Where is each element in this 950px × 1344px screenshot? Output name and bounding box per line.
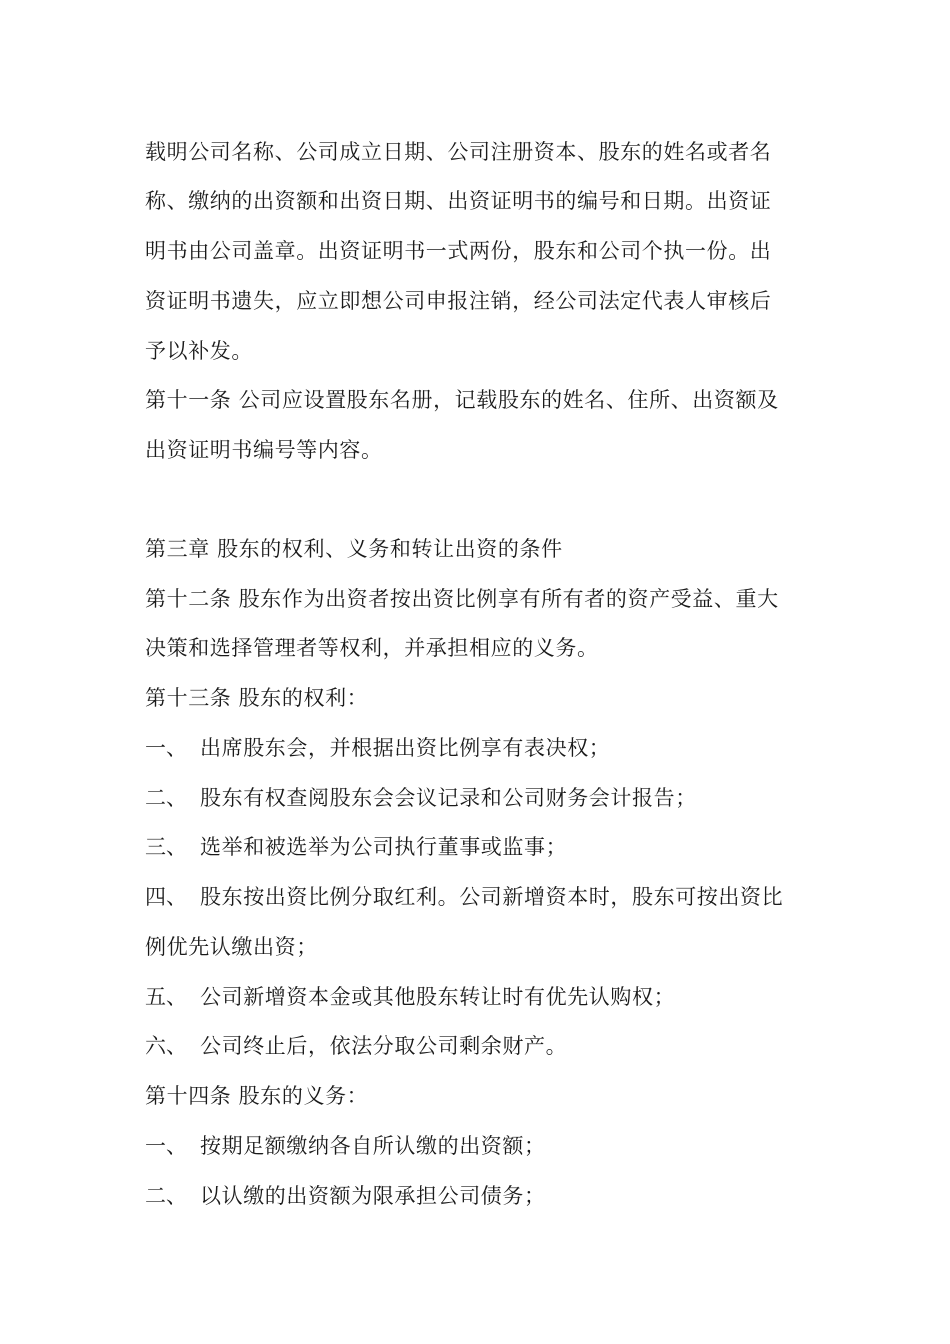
article-13-heading: 第十三条 股东的权利： (145, 686, 369, 710)
list-item-number: 二、 (145, 1184, 187, 1208)
list-item-number: 四、 (145, 885, 187, 909)
list-item-number: 五、 (145, 985, 187, 1009)
list-item-number: 六、 (145, 1034, 187, 1058)
list-item-number: 一、 (145, 736, 187, 760)
list-item-text: 公司新增资本金或其他股东转让时有优先认购权； (200, 985, 676, 1009)
list-item (145, 1182, 546, 1210)
list-item-text: 股东按出资比例分取红利。公司新增资本时，股东可按出资比 (200, 885, 784, 909)
list-item (145, 883, 783, 911)
list-item-text: 按期足额缴纳各自所认缴的出资额； (200, 1134, 546, 1158)
list-item-text: 以认缴的出资额为限承担公司债务； (200, 1184, 546, 1208)
list-item (145, 1032, 567, 1060)
list-item-text: 公司终止后，依法分取公司剩余财产。 (200, 1034, 568, 1058)
list-item-number: 一、 (145, 1134, 187, 1158)
list-item-number: 二、 (145, 786, 187, 810)
chapter-title: 第三章 股东的权利、义务和转让出资的条件 (145, 537, 563, 561)
list-item (145, 1132, 546, 1160)
list-item (145, 784, 697, 812)
list-item-text: 选举和被选举为公司执行董事或监事； (200, 835, 568, 859)
paragraph-line: 明书由公司盖章。出资证明书一式两份，股东和公司个执一份。出 (145, 239, 772, 263)
paragraph-line: 予以补发。 (145, 339, 253, 363)
list-item-text: 出席股东会，并根据出资比例享有表决权； (200, 736, 611, 760)
list-item (145, 833, 567, 861)
article-11-line: 出资证明书编号等内容。 (145, 438, 383, 462)
article-11-line: 第十一条 公司应设置股东名册，记载股东的姓名、住所、出资额及 (145, 388, 779, 412)
paragraph-line: 资证明书遗失，应立即想公司申报注销，经公司法定代表人审核后 (145, 289, 772, 313)
list-item-continuation: 例优先认缴出资； (145, 935, 318, 959)
paragraph-line: 载明公司名称、公司成立日期、公司注册资本、股东的姓名或者名 (145, 140, 772, 164)
list-item (145, 734, 610, 762)
article-14-heading: 第十四条 股东的义务： (145, 1084, 369, 1108)
paragraph-line: 称、缴纳的出资额和出资日期、出资证明书的编号和日期。出资证 (145, 189, 772, 213)
list-item-number: 三、 (145, 835, 187, 859)
list-item (145, 983, 675, 1011)
article-12-line: 第十二条 股东作为出资者按出资比例享有所有者的资产受益、重大 (145, 587, 779, 611)
article-12-line: 决策和选择管理者等权利，并承担相应的义务。 (145, 636, 599, 660)
list-item-text: 股东有权查阅股东会会议记录和公司财务会计报告； (200, 786, 697, 810)
